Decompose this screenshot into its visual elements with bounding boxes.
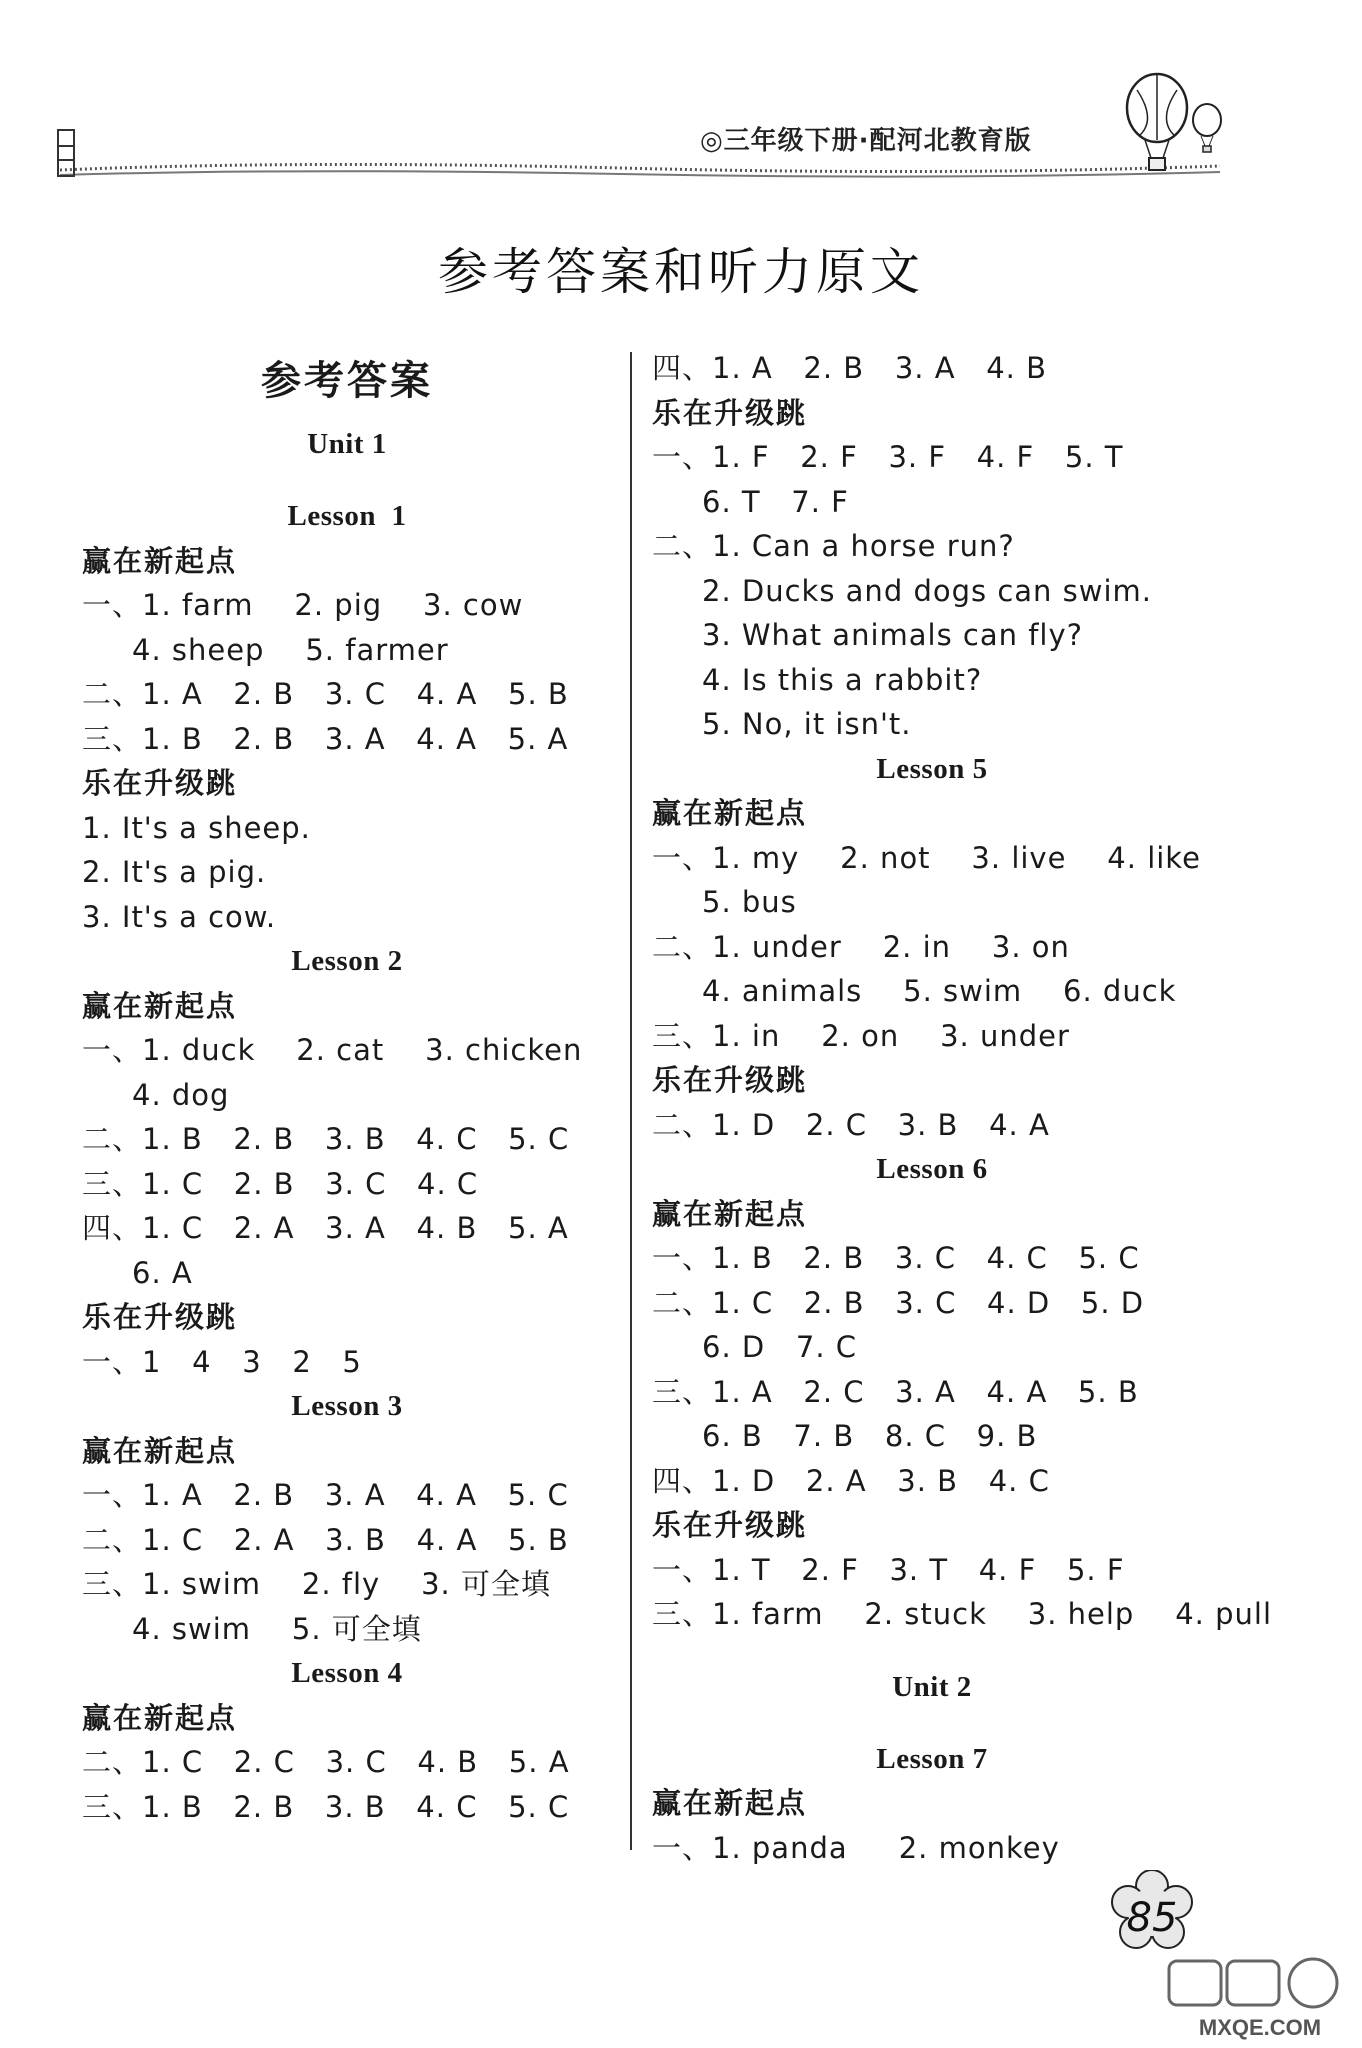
section-heading: 参考答案 [261, 358, 433, 404]
watermark-text: MXQE.COM [1198, 2015, 1322, 2040]
section-label: 乐在升级跳 [652, 395, 808, 430]
page-number: 85 [1126, 1895, 1178, 1941]
answer-line: 一、1. F 2. F 3. F 4. F 5. T [652, 440, 1124, 474]
section-label: 乐在升级跳 [82, 766, 238, 800]
lesson-title: Lesson 2 [291, 945, 403, 977]
answer-line: 二、1. A 2. B 3. C 4. A 5. B [82, 677, 569, 711]
answer-line: 5. No, it isn't. [702, 707, 912, 741]
section-label: 乐在升级跳 [82, 1300, 238, 1334]
section-label: 乐在升级跳 [652, 1508, 808, 1542]
section-label: 赢在新起点 [82, 1700, 238, 1735]
answer-line: 一、1 4 3 2 5 [82, 1344, 362, 1379]
answer-line: 6. B 7. B 8. C 9. B [702, 1419, 1038, 1453]
section-label: 赢在新起点 [82, 543, 238, 578]
answer-line: 三、1. in 2. on 3. under [652, 1018, 1070, 1053]
section-label: 赢在新起点 [652, 1786, 808, 1820]
answer-line: 一、1. T 2. F 3. T 4. F 5. F [652, 1552, 1125, 1587]
lesson-title: Lesson 4 [291, 1657, 403, 1689]
answer-line: 4. swim 5. 可全填 [132, 1611, 422, 1646]
answer-line: 一、1. A 2. B 3. A 4. A 5. C [82, 1478, 569, 1512]
section-label: 赢在新起点 [652, 796, 808, 830]
answer-line: 四、1. D 2. A 3. B 4. C [652, 1463, 1050, 1498]
answer-line: 1. It's a sheep. [82, 810, 311, 845]
hot-air-balloon-icon [1115, 70, 1235, 180]
column-divider [630, 352, 632, 1850]
answer-line: 一、1. duck 2. cat 3. chicken [82, 1033, 583, 1067]
answer-line: 4. Is this a rabbit? [702, 662, 983, 697]
answer-line: 4. animals 5. swim 6. duck [702, 974, 1177, 1008]
answer-line: 3. It's a cow. [82, 899, 277, 934]
answer-line: 一、1. B 2. B 3. C 4. C 5. C [652, 1241, 1140, 1275]
answer-line: 二、1. D 2. C 3. B 4. A [652, 1107, 1050, 1142]
answer-line: 一、1. farm 2. pig 3. cow [82, 588, 524, 622]
answer-line: 三、1. C 2. B 3. C 4. C [82, 1166, 479, 1201]
answer-line: 4. dog [132, 1077, 230, 1112]
left-column [82, 346, 612, 1829]
answer-line: 四、1. C 2. A 3. A 4. B 5. A [82, 1211, 569, 1245]
answer-line: 三、1. A 2. C 3. A 4. A 5. B [652, 1374, 1139, 1409]
answer-line: 三、1. farm 2. stuck 3. help 4. pull [652, 1597, 1272, 1631]
watermark-logo-icon [1165, 1955, 1355, 2045]
right-column [652, 346, 1272, 1870]
lesson-title: Lesson 7 [876, 1742, 988, 1775]
answer-line: 2. It's a pig. [82, 855, 267, 889]
section-label: 赢在新起点 [82, 1433, 238, 1468]
document-title: 参考答案和听力原文 [438, 243, 924, 301]
section-label: 乐在升级跳 [652, 1063, 808, 1097]
lesson-title: Lesson 1 [287, 500, 407, 532]
answer-line: 二、1. under 2. in 3. on [652, 929, 1070, 964]
section-label: 赢在新起点 [652, 1196, 808, 1231]
answer-line: 三、1. swim 2. fly 3. 可全填 [82, 1567, 551, 1601]
header-title: ◎三年级下册·配河北教育版 [700, 126, 1032, 156]
answer-line: 5. bus [702, 885, 797, 919]
answer-line: 二、1. C 2. B 3. C 4. D 5. D [652, 1285, 1145, 1320]
answer-line: 一、1. panda 2. monkey [652, 1830, 1060, 1865]
unit-title: Unit 2 [892, 1670, 972, 1703]
answer-line: 6. D 7. C [702, 1330, 858, 1364]
answer-line: 6. A [132, 1255, 193, 1290]
answer-line: 二、1. C 2. A 3. B 4. A 5. B [82, 1522, 569, 1557]
lesson-title: Lesson 5 [876, 752, 988, 785]
answer-line: 二、1. C 2. C 3. C 4. B 5. A [82, 1745, 570, 1779]
lesson-title: Lesson 3 [291, 1390, 403, 1422]
answer-line: 3. What animals can fly? [702, 618, 1084, 652]
lesson-title: Lesson 6 [876, 1153, 988, 1185]
unit-title: Unit 1 [307, 428, 387, 460]
answer-line: 二、1. Can a horse run? [652, 529, 1015, 563]
answer-line: 三、1. B 2. B 3. A 4. A 5. A [82, 721, 569, 756]
answer-line: 4. sheep 5. farmer [132, 632, 449, 667]
answer-line: 四、1. A 2. B 3. A 4. B [652, 351, 1047, 385]
section-label: 赢在新起点 [82, 988, 238, 1023]
answer-line: 2. Ducks and dogs can swim. [702, 573, 1152, 608]
answer-line: 一、1. my 2. not 3. live 4. like [652, 840, 1201, 875]
page-header [0, 0, 1362, 190]
answer-line: 三、1. B 2. B 3. B 4. C 5. C [82, 1789, 570, 1824]
answer-line: 6. T 7. F [702, 484, 849, 519]
answer-line: 二、1. B 2. B 3. B 4. C 5. C [82, 1122, 570, 1156]
